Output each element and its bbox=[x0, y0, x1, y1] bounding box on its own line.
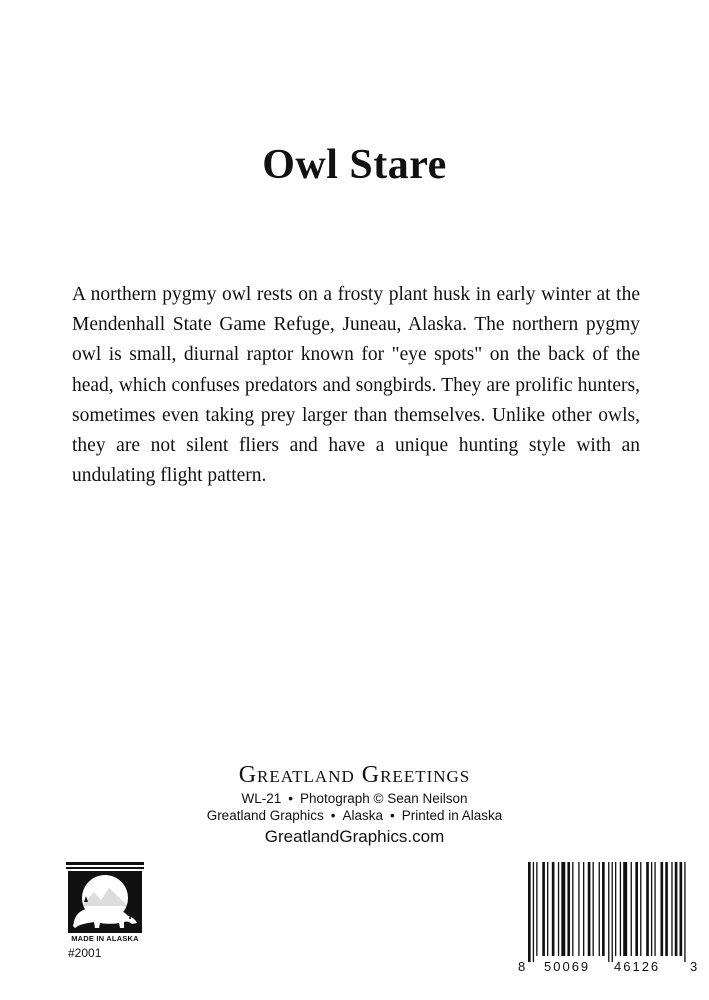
product-code: WL-21 bbox=[241, 791, 282, 806]
publisher-website: GreatlandGraphics.com bbox=[264, 827, 445, 846]
separator: • bbox=[330, 808, 336, 823]
publisher-location: Alaska bbox=[342, 808, 384, 823]
separator: • bbox=[288, 791, 293, 806]
item-number: #2001 bbox=[68, 946, 102, 960]
barcode-digit-check: 3 bbox=[690, 959, 698, 974]
separator: • bbox=[390, 808, 395, 823]
barcode-digits-left: 50069 bbox=[544, 959, 591, 974]
publisher-brand: Greatland Greetings bbox=[238, 762, 471, 788]
upc-barcode-icon bbox=[514, 862, 702, 974]
credits-line-1 bbox=[0, 790, 709, 807]
credits-line-2 bbox=[0, 807, 709, 824]
made-in-alaska-label: MADE IN ALASKA bbox=[71, 934, 139, 943]
barcode-digits-right: 46126 bbox=[614, 959, 661, 974]
publisher-name: Greatland Graphics bbox=[206, 808, 324, 823]
card-description: A northern pygmy owl rests on a frosty plant husk in early winter at the Mendenhall State Game Refuge, Juneau, Alaska. The northern pygmy owl is small, diurnal raptor known for "eye spots" on the back of the head, which confuses predators and songbirds. They are prolific hunters, sometimes even taking prey larger than themselves. Unlike other owls, they are not silent fliers and have a unique hunting style with an undulating flight pattern. bbox=[72, 284, 640, 487]
barcode-digit-system: 8 bbox=[518, 959, 526, 974]
photo-credit: Photograph © Sean Neilson bbox=[299, 791, 468, 806]
card-title: Owl Stare bbox=[262, 142, 447, 188]
print-origin: Printed in Alaska bbox=[401, 808, 503, 823]
polar-bear-moon-icon bbox=[66, 862, 144, 944]
